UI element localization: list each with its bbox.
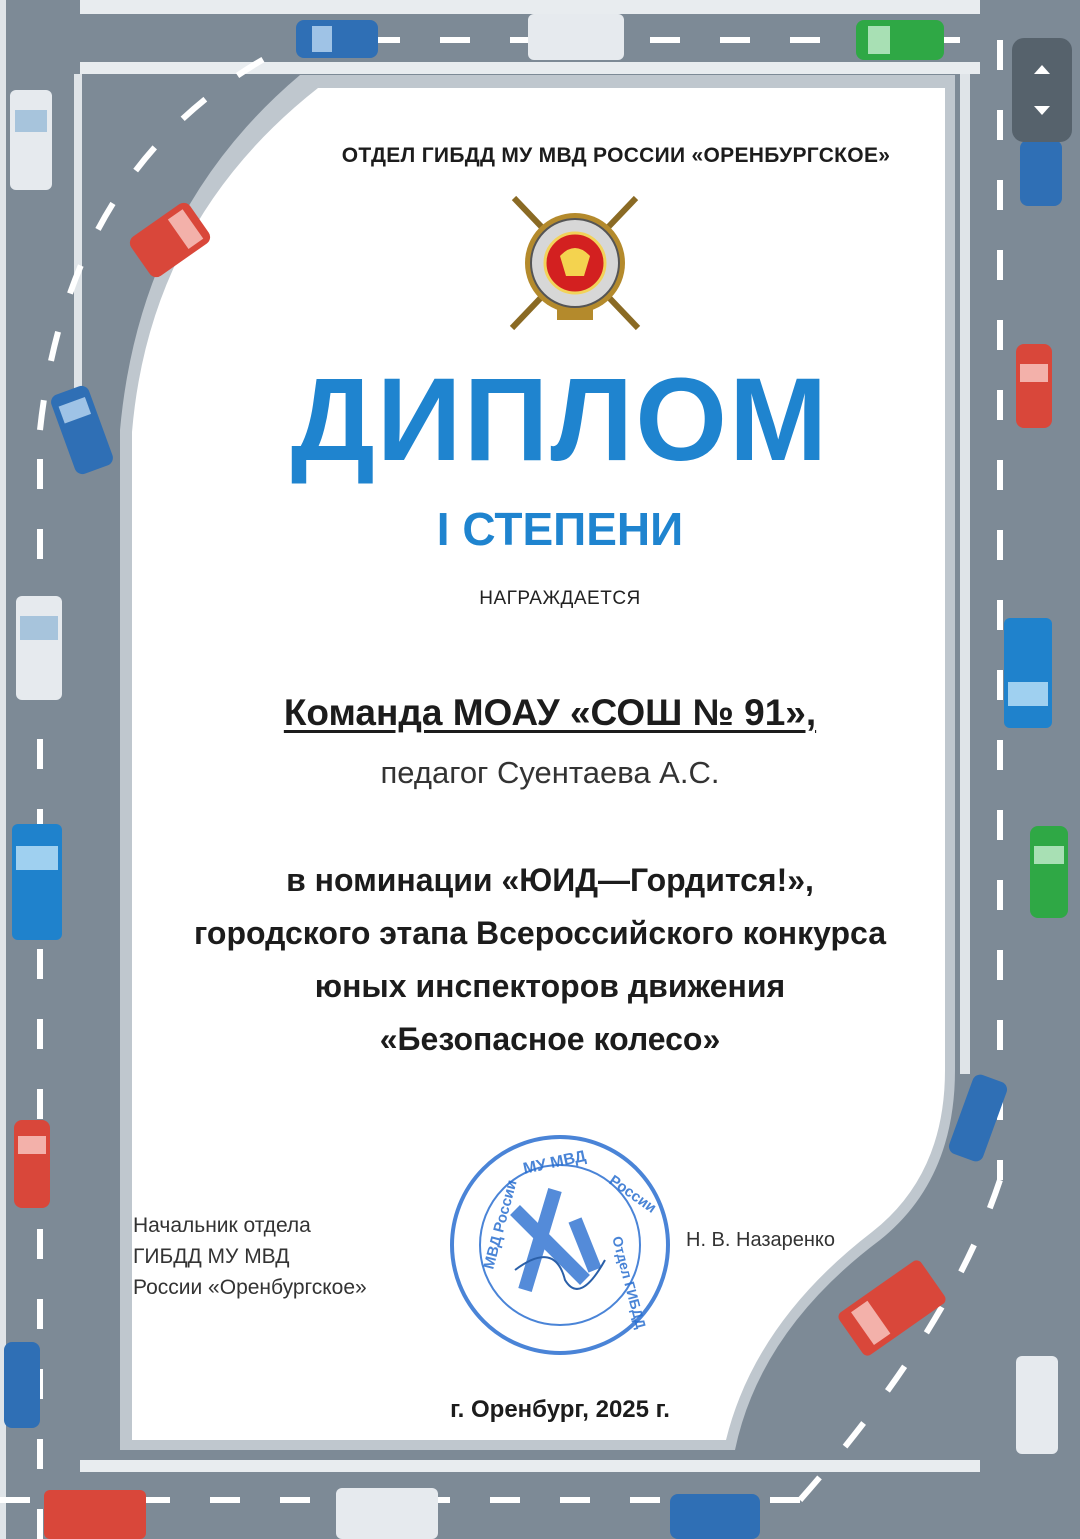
signer-line: России «Оренбургское» (133, 1276, 367, 1299)
nomination-line: в номинации «ЮИД—Гордится!», (286, 862, 814, 898)
diploma-title: ДИПЛОМ (290, 354, 830, 486)
official-stamp-icon (445, 1130, 675, 1360)
awarded-label: НАГРАЖДАЕТСЯ (479, 588, 641, 609)
chevron-up-icon[interactable] (1030, 58, 1054, 82)
svg-text:МВД России: МВД России (480, 1178, 521, 1272)
page-scroll-control[interactable] (1012, 38, 1072, 142)
svg-text:МУ МВД: МУ МВД (521, 1147, 588, 1178)
nomination-line: юных инспекторов движения (314, 968, 786, 1004)
issuer-header: ОТДЕЛ ГИБДД МУ МВД РОССИИ «ОРЕНБУРГСКОЕ» (341, 144, 891, 167)
gibdd-emblem-icon (500, 188, 650, 338)
svg-text:России: России (605, 1171, 660, 1217)
nomination-line: «Безопасное колесо» (379, 1021, 721, 1057)
recipient-name: Команда МОАУ «СОШ № 91», (283, 692, 817, 733)
diploma-degree: I СТЕПЕНИ (436, 503, 684, 555)
signer-line: Начальник отдела (133, 1214, 311, 1237)
nomination-line: городского этапа Всероссийского конкурса (193, 915, 886, 951)
place-and-date: г. Оренбург, 2025 г. (450, 1396, 670, 1423)
signer-name: Н. В. Назаренко (686, 1229, 836, 1251)
teacher-name: педагог Суентаева А.С. (380, 755, 720, 790)
chevron-down-icon[interactable] (1030, 98, 1054, 122)
signer-line: ГИБДД МУ МВД (133, 1245, 290, 1268)
signer-title (133, 1210, 367, 1303)
svg-text:Отдел ГИБДД: Отдел ГИБДД (609, 1234, 650, 1331)
